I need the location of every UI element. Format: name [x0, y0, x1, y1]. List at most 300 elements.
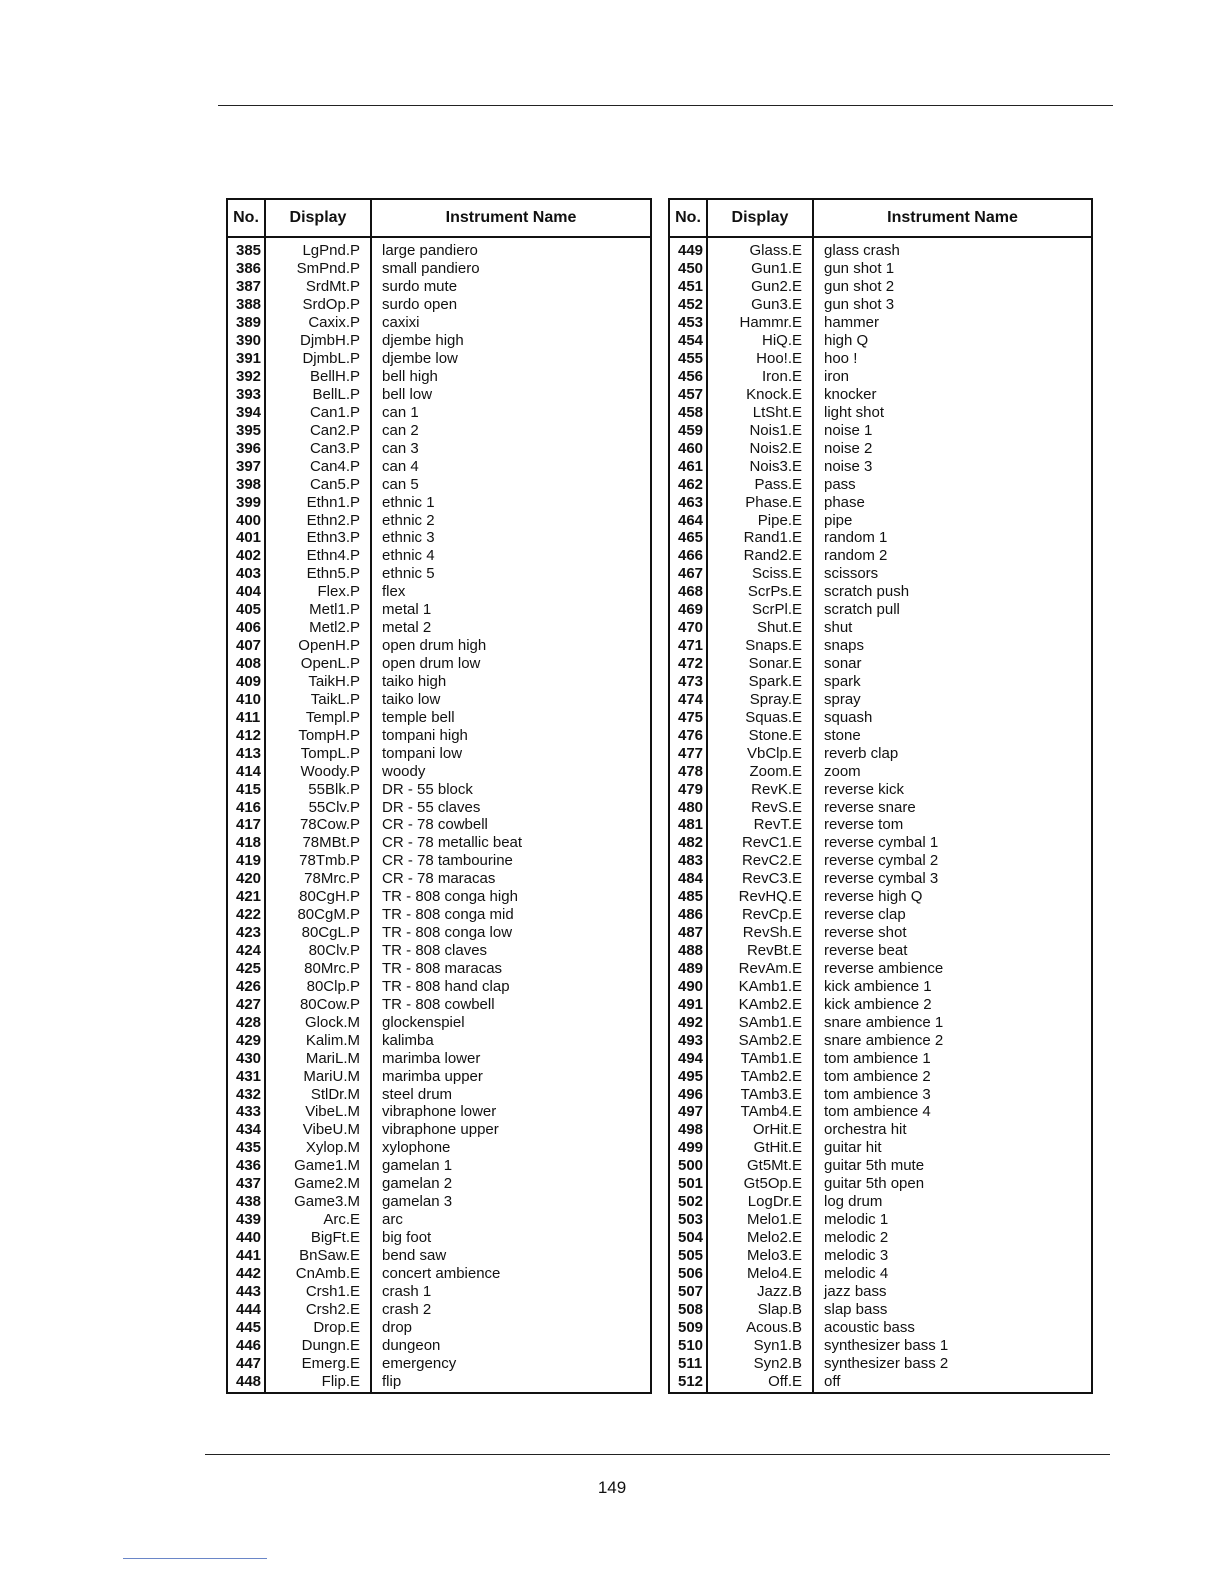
row-instrument-name: gun shot 3	[813, 296, 1092, 314]
table-row	[669, 762, 1092, 780]
table-row	[669, 1175, 1092, 1193]
row-number: 458	[669, 403, 707, 421]
row-display: BellH.P	[265, 368, 371, 386]
row-number: 385	[227, 237, 265, 260]
table-row	[669, 439, 1092, 457]
row-instrument-name: squash	[813, 708, 1092, 726]
table-row	[669, 1013, 1092, 1031]
row-instrument-name: metal 1	[371, 601, 651, 619]
row-number: 455	[669, 350, 707, 368]
table-row	[227, 1103, 651, 1121]
row-number: 450	[669, 260, 707, 278]
table-row	[669, 511, 1092, 529]
row-number: 428	[227, 1013, 265, 1031]
row-number: 390	[227, 332, 265, 350]
row-display: OrHit.E	[707, 1121, 813, 1139]
row-number: 486	[669, 906, 707, 924]
table-row	[227, 421, 651, 439]
row-instrument-name: kalimba	[371, 1031, 651, 1049]
row-display: Arc.E	[265, 1211, 371, 1229]
table-row	[227, 942, 651, 960]
row-instrument-name: scissors	[813, 565, 1092, 583]
table-row	[669, 1085, 1092, 1103]
row-number: 474	[669, 690, 707, 708]
row-display: Squas.E	[707, 708, 813, 726]
row-display: RevS.E	[707, 798, 813, 816]
row-number: 453	[669, 314, 707, 332]
row-display: Syn2.B	[707, 1354, 813, 1372]
table-row	[227, 798, 651, 816]
row-display: RevC2.E	[707, 852, 813, 870]
row-instrument-name: gun shot 1	[813, 260, 1092, 278]
table-row	[669, 583, 1092, 601]
table-row	[227, 1067, 651, 1085]
row-number: 399	[227, 493, 265, 511]
row-number: 427	[227, 995, 265, 1013]
row-number: 420	[227, 870, 265, 888]
row-instrument-name: spray	[813, 690, 1092, 708]
row-number: 444	[227, 1300, 265, 1318]
row-display: VbClp.E	[707, 744, 813, 762]
table-row	[669, 995, 1092, 1013]
row-instrument-name: emergency	[371, 1354, 651, 1372]
row-instrument-name: TR - 808 conga low	[371, 924, 651, 942]
table-row	[227, 1193, 651, 1211]
row-display: RevCp.E	[707, 906, 813, 924]
row-number: 512	[669, 1372, 707, 1393]
row-display: Gun2.E	[707, 278, 813, 296]
row-display: BellL.P	[265, 386, 371, 404]
row-instrument-name: drop	[371, 1318, 651, 1336]
table-row	[227, 762, 651, 780]
table-row	[227, 977, 651, 995]
row-number: 438	[227, 1193, 265, 1211]
row-instrument-name: taiko high	[371, 673, 651, 691]
row-instrument-name: flip	[371, 1372, 651, 1393]
row-instrument-name: can 2	[371, 421, 651, 439]
row-display: Dungn.E	[265, 1336, 371, 1354]
row-display: RevC1.E	[707, 834, 813, 852]
row-display: KAmb1.E	[707, 977, 813, 995]
row-number: 502	[669, 1193, 707, 1211]
row-number: 405	[227, 601, 265, 619]
row-display: Stone.E	[707, 726, 813, 744]
row-instrument-name: can 1	[371, 403, 651, 421]
row-instrument-name: concert ambience	[371, 1264, 651, 1282]
bottom-rule	[205, 1454, 1110, 1455]
table-row	[669, 403, 1092, 421]
row-number: 426	[227, 977, 265, 995]
row-number: 443	[227, 1282, 265, 1300]
row-display: 80Clp.P	[265, 977, 371, 995]
table-row	[227, 1013, 651, 1031]
table-row	[227, 834, 651, 852]
row-display: Zoom.E	[707, 762, 813, 780]
row-display: 80Mrc.P	[265, 960, 371, 978]
row-number: 487	[669, 924, 707, 942]
table-row	[227, 1175, 651, 1193]
row-display: Game1.M	[265, 1157, 371, 1175]
header-display: Display	[707, 199, 813, 237]
table-row	[669, 637, 1092, 655]
table-row	[669, 1211, 1092, 1229]
row-instrument-name: bell low	[371, 386, 651, 404]
row-number: 409	[227, 673, 265, 691]
row-number: 434	[227, 1121, 265, 1139]
row-instrument-name: light shot	[813, 403, 1092, 421]
row-instrument-name: gun shot 2	[813, 278, 1092, 296]
row-number: 482	[669, 834, 707, 852]
table-body-right	[669, 237, 1092, 1393]
table-row	[669, 1247, 1092, 1265]
row-number: 500	[669, 1157, 707, 1175]
table-row	[227, 1336, 651, 1354]
row-number: 421	[227, 888, 265, 906]
row-instrument-name: TR - 808 claves	[371, 942, 651, 960]
row-number: 400	[227, 511, 265, 529]
row-number: 480	[669, 798, 707, 816]
row-display: Woody.P	[265, 762, 371, 780]
row-display: RevSh.E	[707, 924, 813, 942]
row-instrument-name: glockenspiel	[371, 1013, 651, 1031]
row-number: 484	[669, 870, 707, 888]
row-number: 466	[669, 547, 707, 565]
row-instrument-name: tompani low	[371, 744, 651, 762]
row-number: 481	[669, 816, 707, 834]
table-row	[227, 924, 651, 942]
table-row	[669, 493, 1092, 511]
row-display: Emerg.E	[265, 1354, 371, 1372]
row-display: SrdOp.P	[265, 296, 371, 314]
row-number: 436	[227, 1157, 265, 1175]
row-instrument-name: zoom	[813, 762, 1092, 780]
row-display: Nois1.E	[707, 421, 813, 439]
table-row	[227, 1049, 651, 1067]
row-instrument-name: marimba upper	[371, 1067, 651, 1085]
row-number: 389	[227, 314, 265, 332]
row-instrument-name: surdo open	[371, 296, 651, 314]
table-row	[227, 619, 651, 637]
row-instrument-name: bell high	[371, 368, 651, 386]
row-display: RevK.E	[707, 780, 813, 798]
row-instrument-name: glass crash	[813, 237, 1092, 260]
row-display: Ethn3.P	[265, 529, 371, 547]
row-instrument-name: CR - 78 maracas	[371, 870, 651, 888]
row-number: 490	[669, 977, 707, 995]
row-number: 467	[669, 565, 707, 583]
row-number: 439	[227, 1211, 265, 1229]
row-instrument-name: ethnic 2	[371, 511, 651, 529]
row-instrument-name: surdo mute	[371, 278, 651, 296]
row-display: VibeL.M	[265, 1103, 371, 1121]
row-display: Melo3.E	[707, 1247, 813, 1265]
row-display: Ethn1.P	[265, 493, 371, 511]
table-row	[669, 278, 1092, 296]
table-row	[669, 421, 1092, 439]
row-instrument-name: TR - 808 cowbell	[371, 995, 651, 1013]
row-display: Melo2.E	[707, 1229, 813, 1247]
table-row	[669, 314, 1092, 332]
row-instrument-name: scratch push	[813, 583, 1092, 601]
row-display: TompL.P	[265, 744, 371, 762]
row-display: Knock.E	[707, 386, 813, 404]
row-number: 504	[669, 1229, 707, 1247]
table-row	[669, 690, 1092, 708]
row-number: 473	[669, 673, 707, 691]
table-row	[227, 493, 651, 511]
table-row	[669, 1354, 1092, 1372]
row-number: 435	[227, 1139, 265, 1157]
table-row	[669, 1103, 1092, 1121]
row-instrument-name: random 1	[813, 529, 1092, 547]
table-row	[227, 816, 651, 834]
row-display: BnSaw.E	[265, 1247, 371, 1265]
instrument-table-left	[226, 198, 652, 1394]
row-instrument-name: reverse cymbal 2	[813, 852, 1092, 870]
row-number: 471	[669, 637, 707, 655]
row-display: Iron.E	[707, 368, 813, 386]
row-number: 393	[227, 386, 265, 404]
row-display: GtHit.E	[707, 1139, 813, 1157]
row-instrument-name: tom ambience 3	[813, 1085, 1092, 1103]
table-row	[669, 350, 1092, 368]
row-instrument-name: reverse cymbal 1	[813, 834, 1092, 852]
row-display: ScrPl.E	[707, 601, 813, 619]
row-number: 498	[669, 1121, 707, 1139]
table-row	[227, 708, 651, 726]
row-display: TAmb1.E	[707, 1049, 813, 1067]
row-number: 464	[669, 511, 707, 529]
table-row	[227, 1318, 651, 1336]
row-instrument-name: vibraphone upper	[371, 1121, 651, 1139]
row-instrument-name: CR - 78 cowbell	[371, 816, 651, 834]
row-display: RevT.E	[707, 816, 813, 834]
row-display: Game3.M	[265, 1193, 371, 1211]
table-row	[227, 511, 651, 529]
row-instrument-name: reverse beat	[813, 942, 1092, 960]
row-number: 454	[669, 332, 707, 350]
table-row	[227, 906, 651, 924]
row-display: Off.E	[707, 1372, 813, 1393]
row-display: SAmb1.E	[707, 1013, 813, 1031]
row-number: 433	[227, 1103, 265, 1121]
row-display: Metl2.P	[265, 619, 371, 637]
row-number: 496	[669, 1085, 707, 1103]
table-row	[227, 403, 651, 421]
row-display: Syn1.B	[707, 1336, 813, 1354]
row-number: 459	[669, 421, 707, 439]
table-row	[669, 457, 1092, 475]
row-instrument-name: random 2	[813, 547, 1092, 565]
row-display: SmPnd.P	[265, 260, 371, 278]
row-number: 394	[227, 403, 265, 421]
table-row	[227, 1372, 651, 1393]
row-display: 80Clv.P	[265, 942, 371, 960]
row-instrument-name: crash 1	[371, 1282, 651, 1300]
table-row	[227, 547, 651, 565]
row-instrument-name: sonar	[813, 655, 1092, 673]
table-row	[669, 368, 1092, 386]
row-display: 78Tmb.P	[265, 852, 371, 870]
row-number: 493	[669, 1031, 707, 1049]
table-row	[669, 1282, 1092, 1300]
row-instrument-name: reverse tom	[813, 816, 1092, 834]
header-no: No.	[669, 199, 707, 237]
table-row	[227, 314, 651, 332]
table-row	[669, 708, 1092, 726]
row-instrument-name: reverse kick	[813, 780, 1092, 798]
row-display: Melo1.E	[707, 1211, 813, 1229]
row-display: VibeU.M	[265, 1121, 371, 1139]
row-number: 429	[227, 1031, 265, 1049]
row-number: 406	[227, 619, 265, 637]
row-display: Rand1.E	[707, 529, 813, 547]
header-instrument-name: Instrument Name	[813, 199, 1092, 237]
row-instrument-name: scratch pull	[813, 601, 1092, 619]
table-row	[669, 1372, 1092, 1393]
row-instrument-name: marimba lower	[371, 1049, 651, 1067]
row-instrument-name: slap bass	[813, 1300, 1092, 1318]
row-instrument-name: TR - 808 conga mid	[371, 906, 651, 924]
row-display: Xylop.M	[265, 1139, 371, 1157]
row-instrument-name: jazz bass	[813, 1282, 1092, 1300]
row-instrument-name: woody	[371, 762, 651, 780]
row-instrument-name: DR - 55 claves	[371, 798, 651, 816]
row-display: Flip.E	[265, 1372, 371, 1393]
table-row	[669, 260, 1092, 278]
row-display: Kalim.M	[265, 1031, 371, 1049]
row-display: DjmbL.P	[265, 350, 371, 368]
row-number: 425	[227, 960, 265, 978]
row-display: RevC3.E	[707, 870, 813, 888]
row-instrument-name: spark	[813, 673, 1092, 691]
table-row	[227, 278, 651, 296]
row-display: TAmb2.E	[707, 1067, 813, 1085]
row-number: 470	[669, 619, 707, 637]
row-number: 452	[669, 296, 707, 314]
row-number: 395	[227, 421, 265, 439]
row-number: 461	[669, 457, 707, 475]
row-display: Can1.P	[265, 403, 371, 421]
table-row	[669, 744, 1092, 762]
row-display: HiQ.E	[707, 332, 813, 350]
row-instrument-name: open drum high	[371, 637, 651, 655]
row-number: 506	[669, 1264, 707, 1282]
row-instrument-name: kick ambience 1	[813, 977, 1092, 995]
table-row	[227, 637, 651, 655]
row-instrument-name: tompani high	[371, 726, 651, 744]
row-display: LgPnd.P	[265, 237, 371, 260]
table-row	[669, 1157, 1092, 1175]
row-display: TAmb4.E	[707, 1103, 813, 1121]
row-instrument-name: tom ambience 2	[813, 1067, 1092, 1085]
row-display: TaikH.P	[265, 673, 371, 691]
row-display: 80CgH.P	[265, 888, 371, 906]
row-display: Spark.E	[707, 673, 813, 691]
table-row	[669, 655, 1092, 673]
table-row	[227, 386, 651, 404]
row-instrument-name: TR - 808 hand clap	[371, 977, 651, 995]
row-instrument-name: pipe	[813, 511, 1092, 529]
row-number: 388	[227, 296, 265, 314]
row-number: 396	[227, 439, 265, 457]
instrument-table-right	[668, 198, 1093, 1394]
table-row	[669, 547, 1092, 565]
row-number: 424	[227, 942, 265, 960]
row-display: Acous.B	[707, 1318, 813, 1336]
table-row	[669, 1067, 1092, 1085]
row-instrument-name: iron	[813, 368, 1092, 386]
table-row	[227, 1300, 651, 1318]
row-number: 501	[669, 1175, 707, 1193]
row-display: Crsh1.E	[265, 1282, 371, 1300]
row-number: 391	[227, 350, 265, 368]
row-instrument-name: melodic 4	[813, 1264, 1092, 1282]
row-number: 503	[669, 1211, 707, 1229]
row-instrument-name: ethnic 5	[371, 565, 651, 583]
row-number: 489	[669, 960, 707, 978]
row-number: 510	[669, 1336, 707, 1354]
row-instrument-name: synthesizer bass 2	[813, 1354, 1092, 1372]
table-row	[669, 1139, 1092, 1157]
row-display: Hoo!.E	[707, 350, 813, 368]
table-row	[227, 960, 651, 978]
table-row	[669, 529, 1092, 547]
table-row	[669, 834, 1092, 852]
row-number: 446	[227, 1336, 265, 1354]
row-display: 78Mrc.P	[265, 870, 371, 888]
row-display: Sonar.E	[707, 655, 813, 673]
row-number: 431	[227, 1067, 265, 1085]
row-number: 456	[669, 368, 707, 386]
row-number: 483	[669, 852, 707, 870]
row-instrument-name: guitar 5th open	[813, 1175, 1092, 1193]
row-number: 408	[227, 655, 265, 673]
row-instrument-name: arc	[371, 1211, 651, 1229]
row-instrument-name: ethnic 4	[371, 547, 651, 565]
row-display: Gun3.E	[707, 296, 813, 314]
row-instrument-name: TR - 808 maracas	[371, 960, 651, 978]
row-display: Pass.E	[707, 475, 813, 493]
row-display: Shut.E	[707, 619, 813, 637]
row-instrument-name: noise 2	[813, 439, 1092, 457]
row-number: 499	[669, 1139, 707, 1157]
row-display: 80Cow.P	[265, 995, 371, 1013]
row-display: Snaps.E	[707, 637, 813, 655]
row-display: Hammr.E	[707, 314, 813, 332]
row-number: 451	[669, 278, 707, 296]
table-row	[227, 1157, 651, 1175]
row-display: Nois2.E	[707, 439, 813, 457]
table-row	[227, 1139, 651, 1157]
row-display: Gun1.E	[707, 260, 813, 278]
row-instrument-name: DR - 55 block	[371, 780, 651, 798]
row-instrument-name: large pandiero	[371, 237, 651, 260]
row-display: 78MBt.P	[265, 834, 371, 852]
table-row	[669, 960, 1092, 978]
row-number: 417	[227, 816, 265, 834]
row-display: BigFt.E	[265, 1229, 371, 1247]
row-instrument-name: CR - 78 metallic beat	[371, 834, 651, 852]
row-display: LtSht.E	[707, 403, 813, 421]
table-row	[669, 924, 1092, 942]
row-display: TaikL.P	[265, 690, 371, 708]
row-display: ScrPs.E	[707, 583, 813, 601]
row-display: Phase.E	[707, 493, 813, 511]
table-row	[669, 386, 1092, 404]
row-display: RevBt.E	[707, 942, 813, 960]
row-display: Templ.P	[265, 708, 371, 726]
